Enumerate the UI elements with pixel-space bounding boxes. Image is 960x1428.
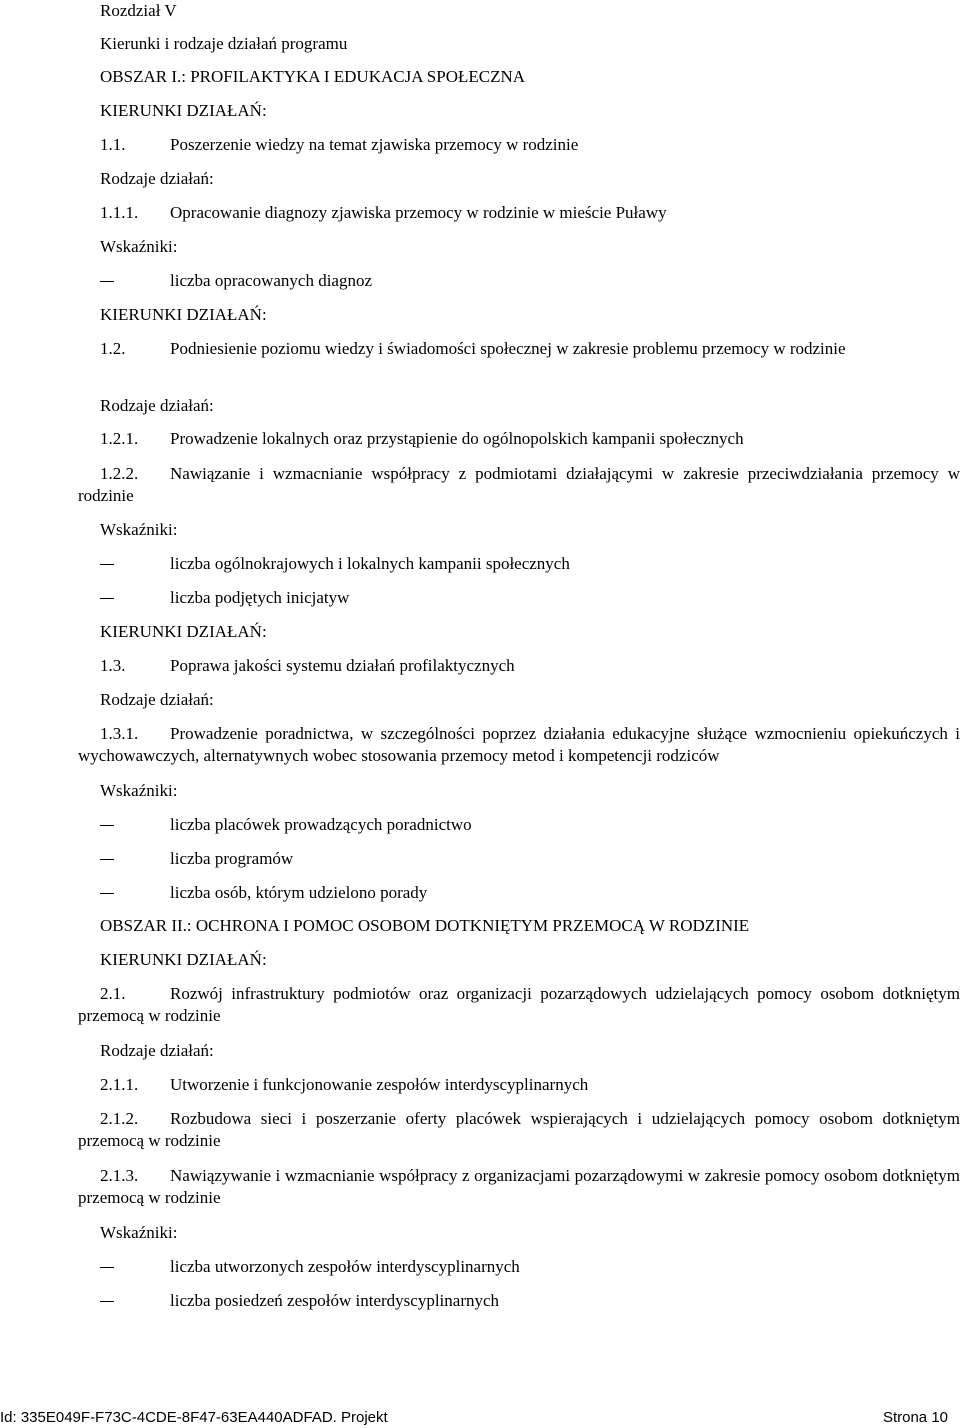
action-text: Utworzenie i funkcjonowanie zespołów interdyscyplinarnych [170,1075,589,1094]
indicators-label: Wskaźniki: [100,520,178,539]
direction-text: Podniesienie poziomu wiedzy i świadomości społecznej w zakresie problemu przemocy w rodzinie [170,339,846,358]
action-2-1-2 [78,1108,960,1152]
action-1-2-2 [78,463,960,507]
action-number: 2.1.2. [100,1109,139,1128]
indicator-text: liczba programów [170,849,294,868]
area2-title: OBSZAR II.: OCHRONA I POMOC OSOBOM DOTKNIĘTYM PRZEMOCĄ W RODZINIE [100,916,750,935]
direction-number: 1.1. [100,135,126,154]
indicator-text: liczba osób, którym udzielono porady [170,883,428,902]
dash-bullet [100,564,114,565]
indicator-text: liczba placówek prowadzących poradnictwo [170,815,472,834]
direction-2-1 [78,983,960,1027]
indicator-text: liczba podjętych inicjatyw [170,588,350,607]
direction-text: Poszerzenie wiedzy na temat zjawiska przemocy w rodzinie [170,135,579,154]
action-text: Prowadzenie lokalnych oraz przystąpienie do ogólnopolskich kampanii społecznych [170,429,744,448]
action-types-label: Rodzaje działań: [100,690,214,709]
chapter-heading: Rozdział V [100,1,177,20]
area1-directions-label: KIERUNKI DZIAŁAŃ: [100,305,267,324]
dash-bullet [100,1267,114,1268]
action-1-3-1 [78,723,960,767]
action-text: Opracowanie diagnozy zjawiska przemocy w rodzinie w mieście Puławy [170,203,667,222]
dash-bullet [100,825,114,826]
dash-bullet [100,1301,114,1302]
action-text: Rozbudowa sieci i poszerzanie oferty placówek wspierających i udzielających pomocy osobom dotkniętym przemocą w rodzinie [78,1109,960,1150]
indicators-label: Wskaźniki: [100,1223,178,1242]
action-text: Nawiązanie i wzmacnianie współpracy z podmiotami działającymi w zakresie przeciwdziałania przemocy w rodzinie [78,464,960,505]
action-number: 1.2.1. [100,429,139,448]
area1-directions-label: KIERUNKI DZIAŁAŃ: [100,622,267,641]
dash-bullet [100,859,114,860]
dash-bullet [100,598,114,599]
indicator-text: liczba utworzonych zespołów interdyscyplinarnych [170,1257,520,1276]
action-number: 1.1.1. [100,203,139,222]
indicators-label: Wskaźniki: [100,237,178,256]
dash-bullet [100,281,114,282]
action-text: Prowadzenie poradnictwa, w szczególności poprzez działania edukacyjne służące wzmocnieniu opiekuńczych i wychowawczych, alternatywnych wobec stosowania przemocy metod i kompetencji rodziców [78,724,960,765]
direction-number: 1.3. [100,656,126,675]
indicator-text: liczba posiedzeń zespołów interdyscyplinarnych [170,1291,500,1310]
indicator-text: liczba ogólnokrajowych i lokalnych kampanii społecznych [170,554,570,573]
action-text: Nawiązywanie i wzmacnianie współpracy z organizacjami pozarządowymi w zakresie pomocy osobom dotkniętym przemocą w rodzinie [78,1166,960,1207]
direction-number: 1.2. [100,339,126,358]
direction-1-2 [78,338,960,360]
chapter-title: Kierunki i rodzaje działań programu [100,34,348,53]
area1-directions-label: KIERUNKI DZIAŁAŃ: [100,101,267,120]
action-number: 2.1.1. [100,1075,139,1094]
area1-title: OBSZAR I.: PROFILAKTYKA I EDUKACJA SPOŁECZNA [100,67,526,86]
action-types-label: Rodzaje działań: [100,396,214,415]
indicators-label: Wskaźniki: [100,781,178,800]
action-number: 1.2.2. [100,464,139,483]
indicator-text: liczba opracowanych diagnoz [170,271,373,290]
dash-bullet [100,893,114,894]
area2-directions-label: KIERUNKI DZIAŁAŃ: [100,950,267,969]
footer-page-number: Strona 10 [882,1409,948,1426]
action-number: 2.1.3. [100,1166,139,1185]
direction-text: Rozwój infrastruktury podmiotów oraz organizacji pozarządowych udzielających pomocy osobom dotkniętym przemocą w rodzinie [78,984,960,1025]
direction-text: Poprawa jakości systemu działań profilaktycznych [170,656,515,675]
action-number: 1.3.1. [100,724,139,743]
footer-document-id: Id: 335E049F-F73C-4CDE-8F47-63EA440ADFAD. Projekt [0,1409,388,1426]
action-types-label: Rodzaje działań: [100,169,214,188]
action-types-label: Rodzaje działań: [100,1041,214,1060]
direction-number: 2.1. [100,984,126,1003]
action-2-1-3 [78,1165,960,1209]
